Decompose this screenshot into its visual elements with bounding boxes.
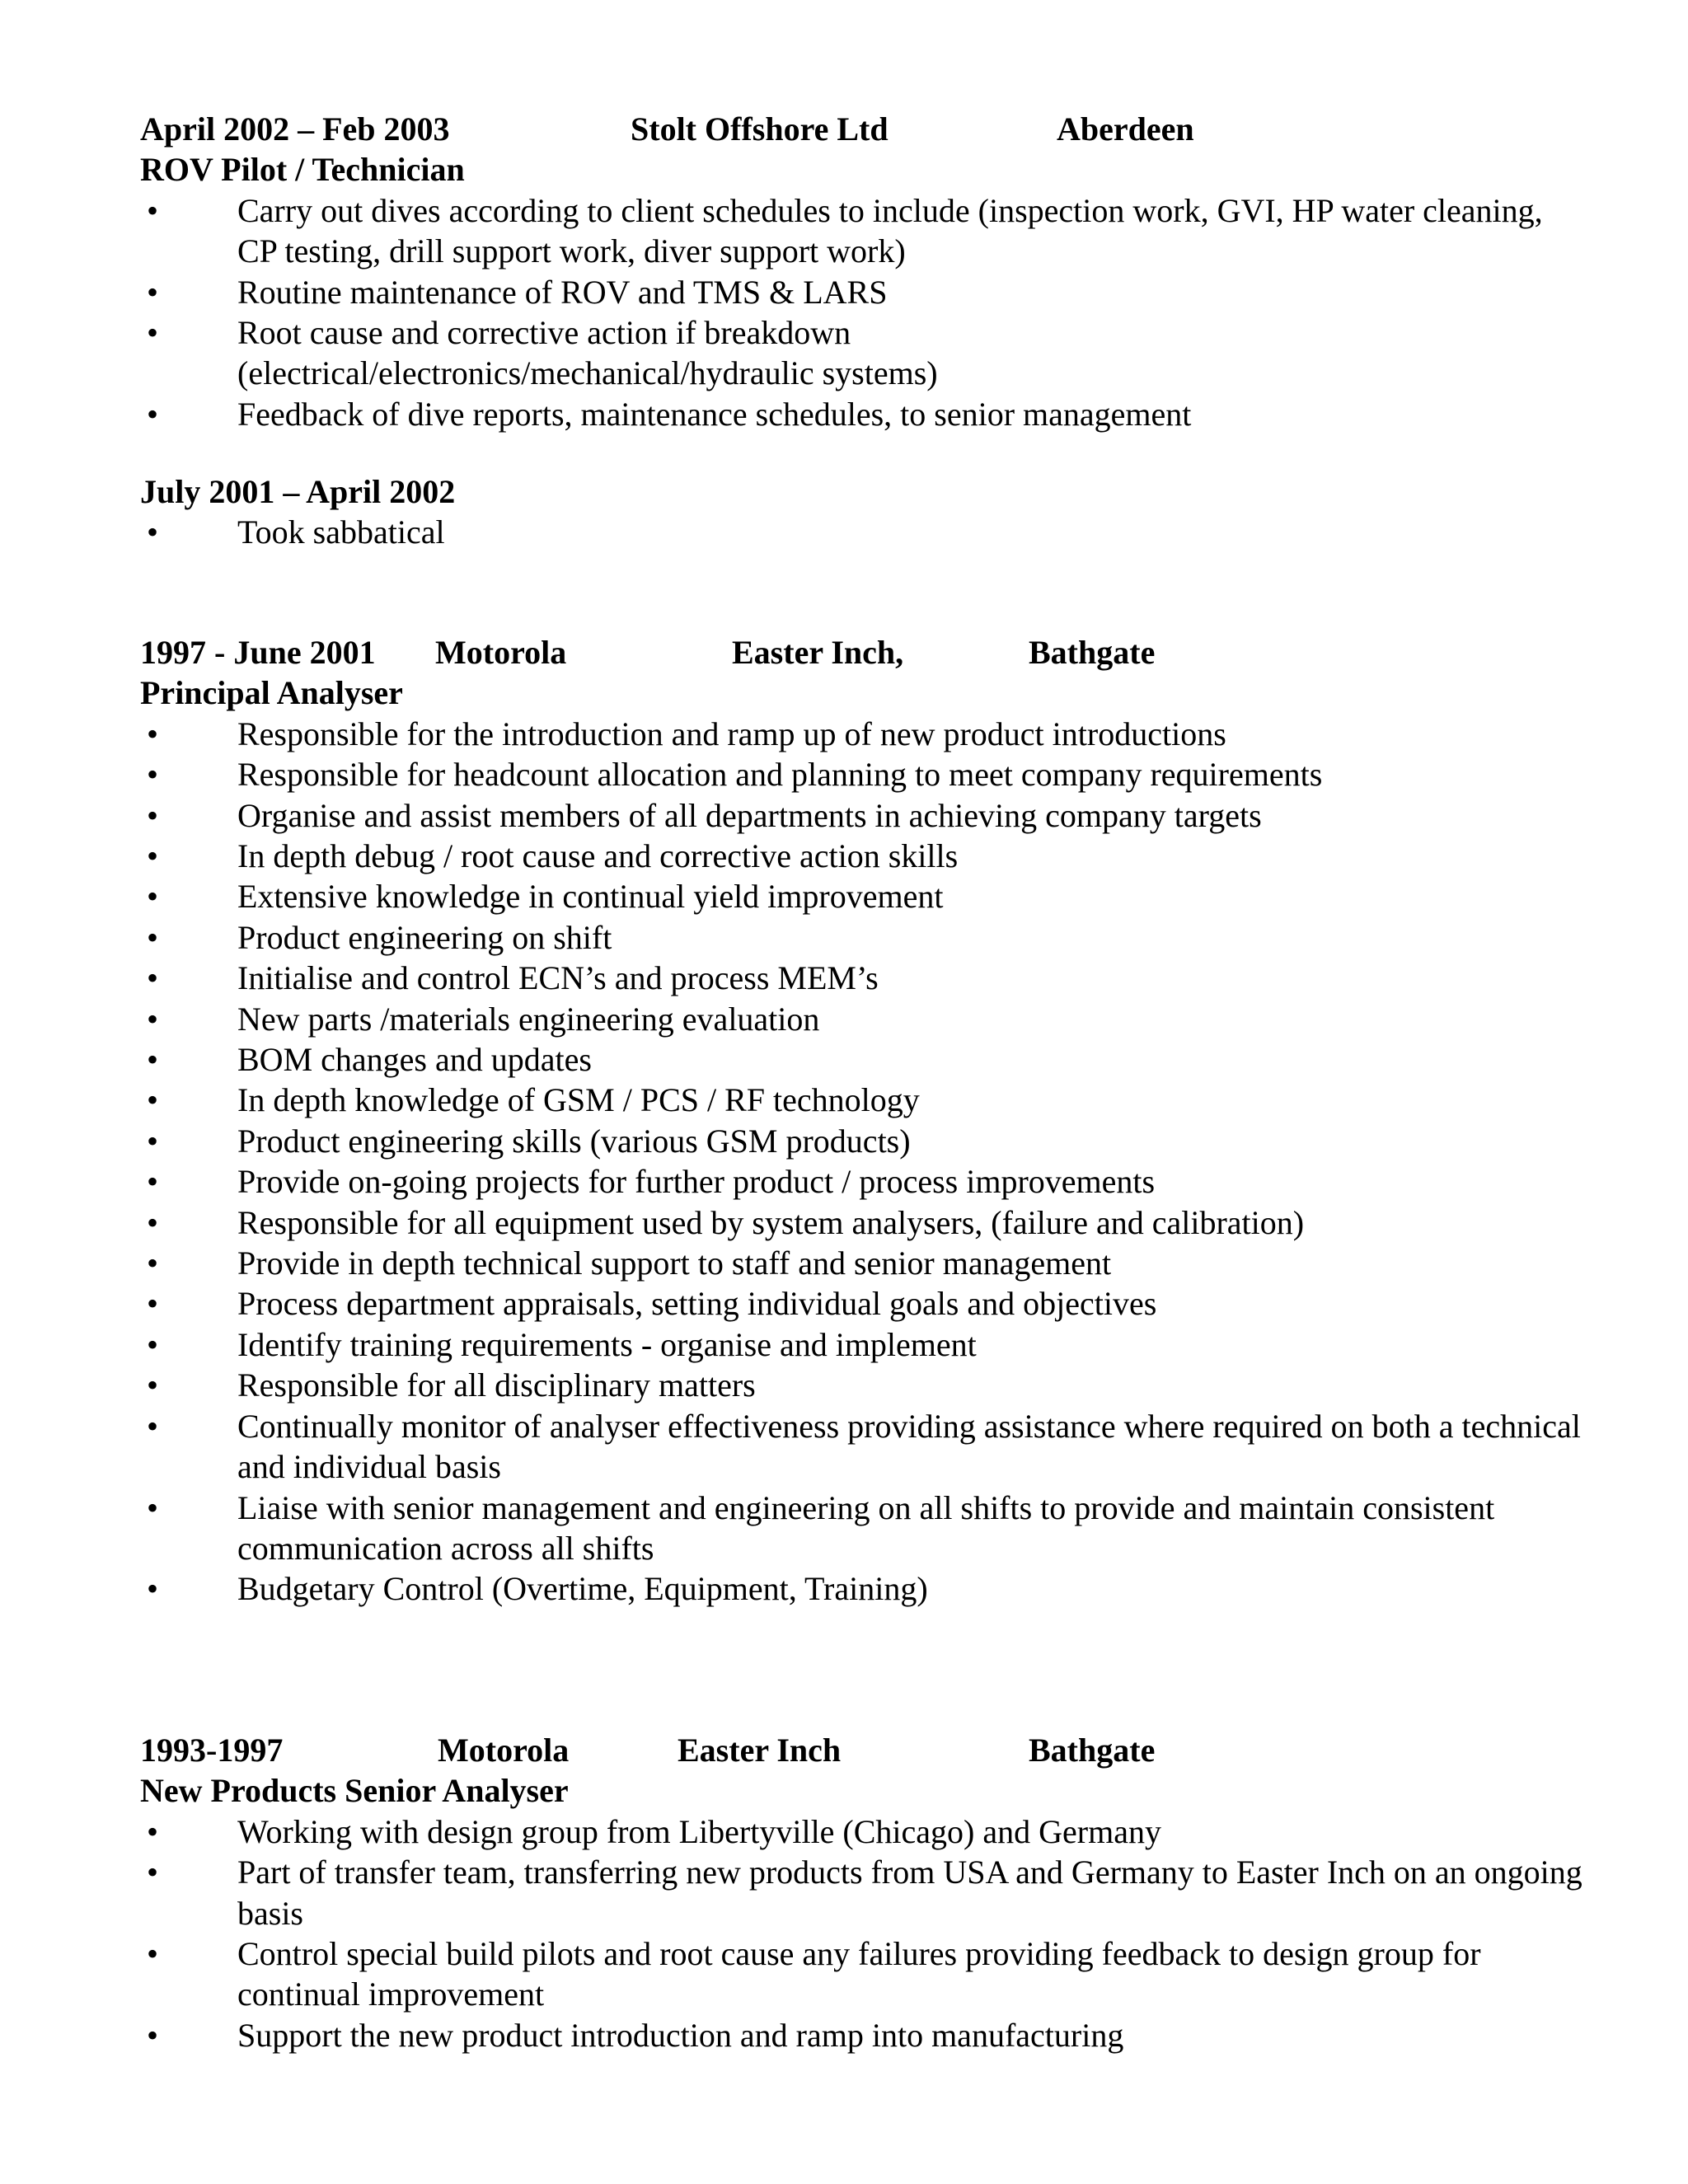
list-item bbox=[140, 1039, 1589, 1080]
list-item-text: New parts /materials engineering evaluation bbox=[237, 1000, 820, 1038]
bullet-icon: • bbox=[147, 715, 159, 752]
bullet-icon: • bbox=[147, 1407, 159, 1445]
bullet-icon: • bbox=[147, 395, 159, 433]
list-item-text: Liaise with senior management and engineering on all shifts to provide and maintain consistent communication across all shifts bbox=[237, 1488, 1495, 1567]
job-location: Bathgate bbox=[1029, 1732, 1156, 1769]
job-company: Motorola bbox=[438, 1732, 570, 1769]
bullet-icon: • bbox=[147, 314, 159, 351]
list-item-text: Root cause and corrective action if breakdown (electrical/electronics/mechanical/hydraulic systems) bbox=[237, 314, 938, 392]
list-item-text: Responsible for all equipment used by system analysers, (failure and calibration) bbox=[237, 1203, 1305, 1241]
list-item bbox=[140, 1283, 1589, 1324]
bullet-icon: • bbox=[147, 1570, 159, 1608]
bullet-icon: • bbox=[147, 959, 159, 997]
list-item-text: Carry out dives according to client schedules to include (inspection work, GVI, HP water cleaning, CP testing, drill support work, diver support work) bbox=[237, 191, 1543, 270]
bullet-icon: • bbox=[147, 1366, 159, 1404]
job-duties-list bbox=[140, 1811, 1582, 2055]
bullet-icon: • bbox=[147, 1488, 159, 1526]
job-header bbox=[140, 471, 1558, 512]
bullet-icon: • bbox=[147, 1000, 159, 1038]
list-item bbox=[140, 1080, 1589, 1120]
list-item bbox=[140, 999, 1589, 1039]
job-header bbox=[140, 109, 1558, 149]
list-item bbox=[140, 512, 1589, 552]
bullet-icon: • bbox=[147, 1203, 159, 1241]
job-period: July 2001 – April 2002 bbox=[140, 473, 456, 510]
list-item bbox=[140, 876, 1589, 916]
bullet-icon: • bbox=[147, 837, 159, 874]
list-item bbox=[140, 1121, 1589, 1161]
list-item-text: Continually monitor of analyser effectiveness providing assistance where required on both a technical and individual basis bbox=[237, 1407, 1581, 1486]
job-role: ROV Pilot / Technician bbox=[140, 151, 465, 189]
list-item bbox=[140, 394, 1589, 434]
bullet-icon: • bbox=[147, 1244, 159, 1282]
job-role: New Products Senior Analyser bbox=[140, 1772, 569, 1810]
list-item-text: Control special build pilots and root cause any failures providing feedback to design group for continual improvement bbox=[237, 1935, 1481, 2013]
job-site: Easter Inch bbox=[678, 1732, 842, 1769]
bullet-icon: • bbox=[147, 1285, 159, 1323]
list-item bbox=[140, 958, 1589, 998]
list-item bbox=[140, 795, 1589, 836]
list-item bbox=[140, 1811, 1589, 1852]
list-item-text: Part of transfer team, transferring new products from USA and Germany to Easter Inch on an ongoing basis bbox=[237, 1854, 1582, 1932]
list-item bbox=[140, 1933, 1589, 2015]
list-item bbox=[140, 1202, 1589, 1243]
list-item-text: Took sabbatical bbox=[237, 513, 445, 551]
job-period: 1997 - June 2001 bbox=[140, 634, 376, 671]
bullet-icon: • bbox=[147, 918, 159, 956]
list-item-text: Budgetary Control (Overtime, Equipment, Training) bbox=[237, 1570, 928, 1608]
bullet-icon: • bbox=[147, 513, 159, 551]
bullet-icon: • bbox=[147, 1325, 159, 1363]
list-item-text: Organise and assist members of all departments in achieving company targets bbox=[237, 796, 1262, 834]
job-motorola-new-products bbox=[140, 1730, 1582, 2055]
list-item-text: Working with design group from Libertyville (Chicago) and Germany bbox=[237, 1812, 1161, 1850]
bullet-icon: • bbox=[147, 1812, 159, 1850]
job-role: Principal Analyser bbox=[140, 674, 403, 712]
list-item bbox=[140, 312, 1062, 394]
bullet-icon: • bbox=[147, 1854, 159, 1891]
bullet-icon: • bbox=[147, 1935, 159, 1972]
list-item bbox=[140, 1852, 1589, 1933]
list-item-text: Extensive knowledge in continual yield improvement bbox=[237, 878, 944, 916]
job-duties-list bbox=[140, 714, 1581, 1610]
job-period: 1993-1997 bbox=[140, 1732, 284, 1769]
list-item bbox=[140, 272, 1589, 312]
job-site: Easter Inch, bbox=[732, 634, 904, 671]
list-item bbox=[140, 1324, 1589, 1365]
list-item bbox=[140, 190, 1589, 272]
job-company: Motorola bbox=[435, 634, 567, 671]
list-item bbox=[140, 917, 1589, 958]
list-item-text: In depth debug / root cause and corrective action skills bbox=[237, 837, 959, 874]
list-item-text: Identify training requirements - organise and implement bbox=[237, 1325, 977, 1363]
list-item bbox=[140, 714, 1589, 754]
bullet-icon: • bbox=[147, 1041, 159, 1079]
job-period: April 2002 – Feb 2003 bbox=[140, 110, 450, 148]
list-item bbox=[140, 1568, 1589, 1609]
bullet-icon: • bbox=[147, 273, 159, 311]
list-item-text: Product engineering skills (various GSM products) bbox=[237, 1122, 911, 1160]
bullet-icon: • bbox=[147, 1122, 159, 1160]
list-item bbox=[140, 1488, 1589, 1569]
list-item-text: Feedback of dive reports, maintenance schedules, to senior management bbox=[237, 395, 1192, 433]
job-sabbatical bbox=[140, 471, 1558, 553]
list-item-text: Routine maintenance of ROV and TMS & LARS bbox=[237, 273, 888, 311]
list-item bbox=[140, 2015, 1589, 2055]
bullet-icon: • bbox=[147, 191, 159, 229]
job-location: Bathgate bbox=[1029, 634, 1156, 671]
list-item bbox=[140, 1161, 1589, 1202]
bullet-icon: • bbox=[147, 1081, 159, 1119]
bullet-icon: • bbox=[147, 1163, 159, 1201]
list-item-text: Initialise and control ECN’s and process MEM’s bbox=[237, 959, 879, 997]
job-motorola-principal bbox=[140, 632, 1581, 1610]
list-item-text: Provide on-going projects for further product / process improvements bbox=[237, 1163, 1156, 1201]
list-item-text: Process department appraisals, setting individual goals and objectives bbox=[237, 1285, 1157, 1323]
list-item bbox=[140, 1365, 1589, 1405]
job-company: Stolt Offshore Ltd bbox=[631, 110, 889, 148]
bullet-icon: • bbox=[147, 878, 159, 916]
bullet-icon: • bbox=[147, 756, 159, 794]
list-item-text: Provide in depth technical support to staff and senior management bbox=[237, 1244, 1112, 1282]
bullet-icon: • bbox=[147, 2016, 159, 2054]
list-item bbox=[140, 754, 1589, 794]
list-item bbox=[140, 1406, 1589, 1488]
bullet-icon: • bbox=[147, 796, 159, 834]
job-header bbox=[140, 632, 1558, 673]
list-item-text: BOM changes and updates bbox=[237, 1041, 592, 1079]
list-item-text: Responsible for the introduction and ramp up of new product introductions bbox=[237, 715, 1226, 752]
job-duties-list bbox=[140, 190, 1558, 434]
job-duties-list bbox=[140, 512, 1558, 552]
list-item-text: Support the new product introduction and ramp into manufacturing bbox=[237, 2016, 1124, 2054]
list-item bbox=[140, 1243, 1589, 1283]
job-location: Aberdeen bbox=[1057, 110, 1194, 148]
list-item-text: Product engineering on shift bbox=[237, 918, 612, 956]
list-item-text: Responsible for all disciplinary matters bbox=[237, 1366, 756, 1404]
list-item-text: Responsible for headcount allocation and planning to meet company requirements bbox=[237, 756, 1323, 794]
list-item-text: In depth knowledge of GSM / PCS / RF technology bbox=[237, 1081, 920, 1119]
job-header bbox=[140, 1730, 1558, 1770]
job-stolt-offshore bbox=[140, 109, 1558, 434]
list-item bbox=[140, 836, 1589, 876]
